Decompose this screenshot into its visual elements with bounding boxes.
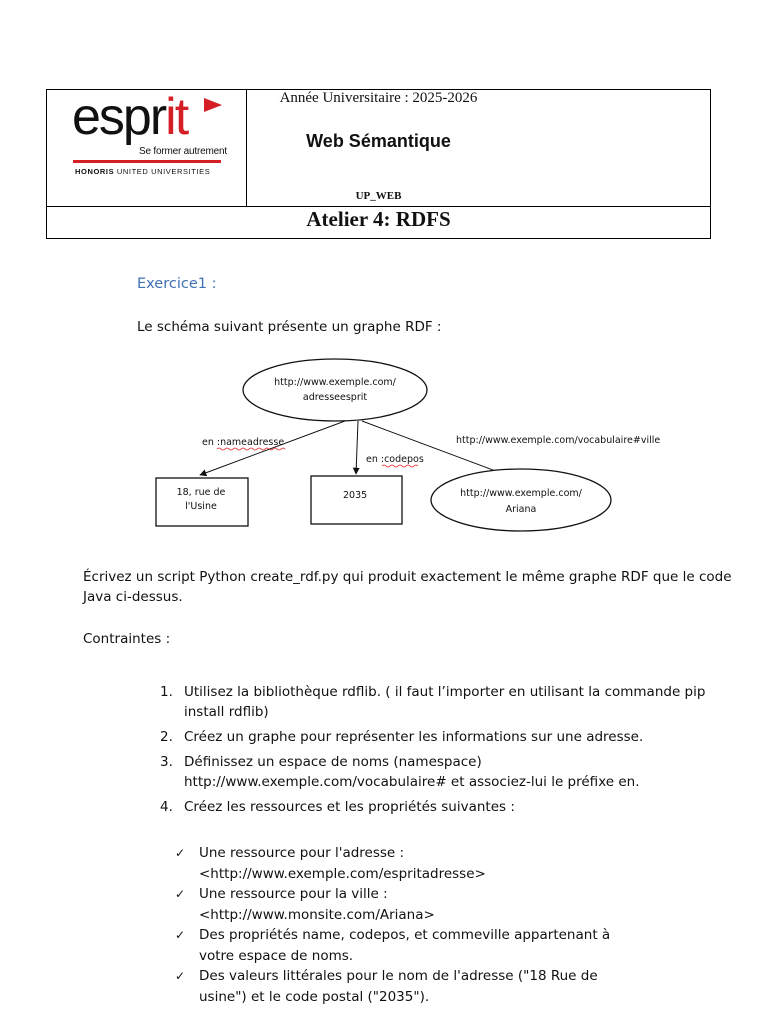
checkmark-icon: ✓ xyxy=(175,846,186,860)
checklist-line: Une ressource pour l'adresse : xyxy=(199,845,405,861)
list-item-text: Créez un graphe pour représenter les informations sur une adresse. xyxy=(184,729,644,745)
contraintes-label: Contraintes : xyxy=(83,631,171,647)
edge-codepos xyxy=(356,421,358,474)
checklist xyxy=(175,843,645,1007)
root-resource-node xyxy=(243,359,427,421)
ville-resource-node xyxy=(431,469,611,531)
academic-year: Année Universitaire : 2025-2026 xyxy=(279,90,478,106)
ville-label-line2: Ariana xyxy=(505,504,537,515)
checklist-line: <http://www.exemple.com/espritadresse> xyxy=(199,865,486,882)
logo-underline xyxy=(73,160,221,163)
checklist-line: votre espace de noms. xyxy=(199,947,354,964)
edge-label-nameadresse: en :nameadresse xyxy=(202,437,285,448)
list-item xyxy=(160,752,730,792)
instruction-paragraph: Écrivez un script Python create_rdf.py qui produit exactement le même graphe RDF que le code Java ci-dessus. xyxy=(83,569,732,605)
esprit-logo xyxy=(72,88,188,146)
checklist-item xyxy=(175,843,645,884)
checklist-item xyxy=(175,966,645,1007)
honoris-rest: UNITED UNIVERSITIES xyxy=(114,167,211,176)
steps-list xyxy=(160,682,730,822)
logo-word-accent: it xyxy=(165,88,188,146)
checklist-line: Des valeurs littérales pour le nom de l'adresse ("18 Rue de xyxy=(199,968,598,984)
checklist-line: <http://www.monsite.com/Ariana> xyxy=(199,906,435,923)
literal-rue-line1: 18, rue de xyxy=(176,487,226,498)
atelier-title: Atelier 4: RDFS xyxy=(306,207,451,231)
checklist-line: Des propriétés name, codepos, et commeville appartenant à xyxy=(199,927,611,943)
honoris-label xyxy=(75,167,210,176)
list-number: 4. xyxy=(160,799,173,815)
exercise-title: Exercice1 : xyxy=(137,276,217,292)
edge-label-codepos: en :codepos xyxy=(366,454,424,465)
list-item-text: Créez les ressources et les propriétés suivantes : xyxy=(184,799,515,815)
list-item xyxy=(160,682,730,722)
course-title: Web Sémantique xyxy=(306,131,451,151)
edge-label-ville: http://www.exemple.com/vocabulaire#ville xyxy=(456,435,661,446)
spellcheck-squiggle xyxy=(217,448,285,450)
rdf-graph-diagram xyxy=(140,358,670,533)
exercise-intro: Le schéma suivant présente un graphe RDF : xyxy=(137,319,442,335)
list-item-text: Définissez un espace de noms (namespace) http://www.exemple.com/vocabulaire# et associez-lui le préfixe en. xyxy=(184,754,640,790)
checklist-line: Une ressource pour la ville : xyxy=(199,886,388,902)
literal-code-text: 2035 xyxy=(343,490,368,501)
edge-nameadresse xyxy=(200,421,345,475)
checkmark-icon: ✓ xyxy=(175,887,186,901)
list-item-text: Utilisez la bibliothèque rdflib. ( il faut l’importer en utilisant la commande pip install rdflib) xyxy=(184,684,706,720)
checkmark-icon: ✓ xyxy=(175,969,186,983)
list-number: 3. xyxy=(160,754,173,770)
ville-label-line1: http://www.exemple.com/ xyxy=(460,488,582,499)
literal-rue-line2: l'Usine xyxy=(185,501,217,512)
course-code: UP_WEB xyxy=(355,190,402,202)
honoris-bold: HONORIS xyxy=(75,167,115,176)
checkmark-icon: ✓ xyxy=(175,928,186,942)
logo-flag-icon xyxy=(204,98,222,112)
checklist-item xyxy=(175,884,645,925)
logo-slogan: Se former autrement xyxy=(139,146,227,157)
checklist-line: usine") et le code postal ("2035"). xyxy=(199,988,430,1005)
spellcheck-squiggle xyxy=(382,465,418,467)
list-item xyxy=(160,797,730,817)
checklist-item xyxy=(175,925,645,966)
list-number: 2. xyxy=(160,729,173,745)
list-number: 1. xyxy=(160,684,173,700)
root-label-line2: adresseesprit xyxy=(302,392,368,403)
list-item xyxy=(160,727,730,747)
logo-word: espr xyxy=(72,88,166,146)
root-label-line1: http://www.exemple.com/ xyxy=(274,377,396,388)
